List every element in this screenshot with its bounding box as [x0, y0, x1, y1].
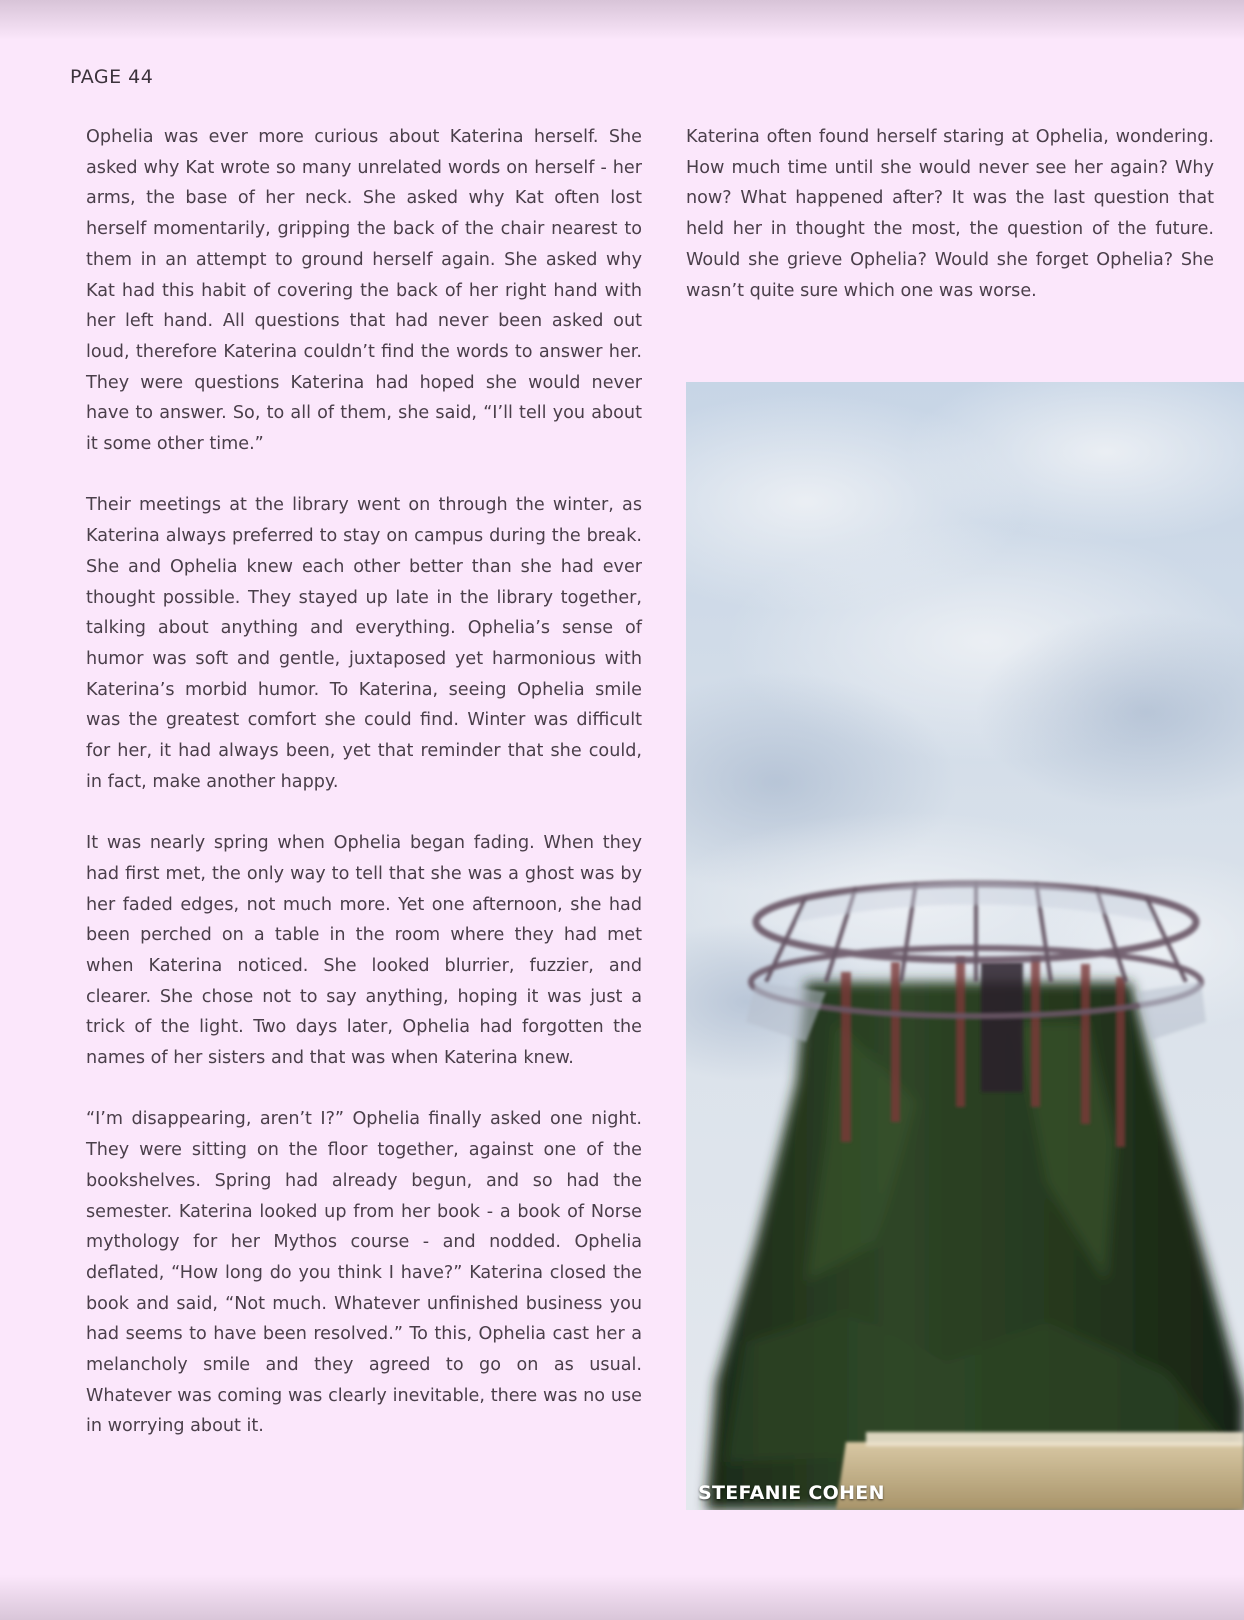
paragraph: Ophelia was ever more curious about Katerina herself. She asked why Kat wrote so many unrelated words on herself - her arms, the base of her neck. She asked why Kat often lost herself momentarily, gripping the back of the chair nearest to them in an attempt to ground herself again. She asked why Kat had this habit of covering the back of her right hand with her left hand. All questions that had never been asked out loud, therefore Katerina couldn’t find the words to answer her. They were questions Katerina had hoped she would never have to answer. So, to all of them, she said, “I’ll tell you about it some other time.”: [86, 127, 642, 455]
right-text-column: [686, 122, 1214, 337]
bottom-edge-shadow: [0, 1575, 1244, 1620]
tower-photo-illustration: [686, 382, 1244, 1510]
top-edge-shadow: [0, 0, 1244, 40]
paragraph: Their meetings at the library went on through the winter, as Katerina always preferred to stay on campus during the break. She and Ophelia knew each other better than she had ever thought possible. They stayed up late in the library together, talking about anything and everything. Ophelia’s sense of humor was soft and gentle, juxtaposed yet harmonious with Katerina’s morbid humor. To Katerina, seeing Ophelia smile was the greatest comfort she could find. Winter was difficult for her, it had always been, yet that reminder that she could, in fact, make another happy.: [86, 495, 642, 792]
paragraph: Katerina often found herself staring at Ophelia, wondering. How much time until she would never see her again? Why now? What happened after? It was the last question that held her in thought the most, the question of the future. Would she grieve Ophelia? Would she forget Ophelia? She wasn’t quite sure which one was worse.: [686, 127, 1214, 301]
paragraph: “I’m disappearing, aren’t I?” Ophelia finally asked one night. They were sitting on the floor together, against one of the bookshelves. Spring had already begun, and so had the semester. Katerina looked up from her book - a book of Norse mythology for her Mythos course - and nodded. Ophelia deflated, “How long do you think I have?” Katerina closed the book and said, “Not much. Whatever unfinished business you had seems to have been resolved.” To this, Ophelia cast her a melancholy smile and they agreed to go on as usual. Whatever was coming was clearly inevitable, there was no use in worrying about it.: [86, 1109, 642, 1437]
paragraph: It was nearly spring when Ophelia began fading. When they had first met, the only way to tell that she was a ghost was by her faded edges, not much more. Yet one afternoon, she had been perched on a table in the room where they had met when Katerina noticed. She looked blurrier, fuzzier, and clearer. She chose not to say anything, hoping it was just a trick of the light. Two days later, Ophelia had forgotten the names of her sisters and that was when Katerina knew.: [86, 833, 642, 1069]
photo-credit: STEFANIE COHEN: [698, 1482, 885, 1504]
tower-photo: [686, 382, 1244, 1510]
page-number: PAGE 44: [70, 66, 154, 88]
left-text-column: [86, 122, 642, 1473]
